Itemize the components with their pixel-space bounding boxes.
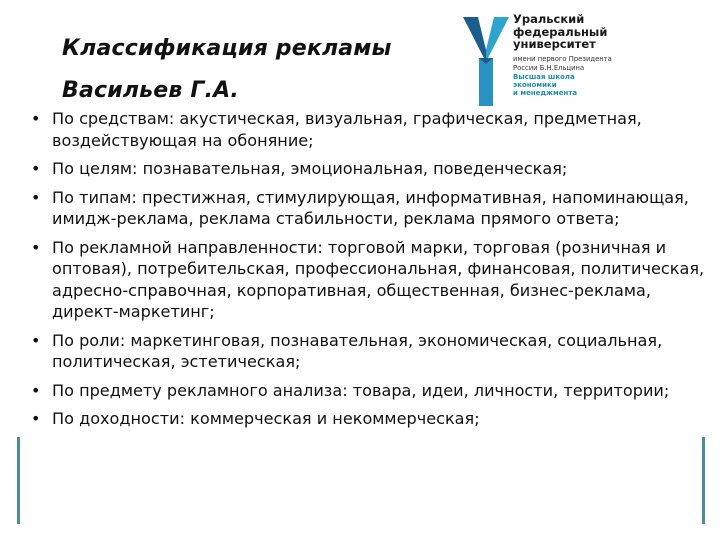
bullet-icon: •	[31, 330, 41, 350]
list-item	[28, 187, 708, 230]
bullet-icon: •	[31, 237, 41, 257]
list-item	[28, 330, 708, 373]
list-item-text: По роли: маркетинговая, познавательная, экономическая, социальная, политическая, эстетическая;	[52, 330, 663, 371]
list-item-text: По доходности: коммерческая и некоммерческая;	[52, 409, 480, 428]
frame-right-line	[702, 437, 705, 524]
logo-university-name: Уральский федеральный университет	[513, 12, 608, 51]
bullet-icon: •	[31, 409, 41, 428]
slide-title: Классификация рекламы	[62, 36, 392, 61]
classification-list	[28, 108, 708, 437]
bullet-icon: •	[31, 187, 41, 207]
slide-author: Васильев Г.А.	[62, 78, 239, 103]
list-item	[28, 158, 708, 180]
logo-school-name: Высшая школа экономики и менеджмента	[513, 73, 578, 97]
list-item-text: По типам: престижная, стимулирующая, информативная, напоминающая, имидж-реклама, реклама стабильности, реклама прямого ответа;	[52, 187, 689, 228]
bullet-icon: •	[31, 159, 41, 178]
list-item-text: По предмету рекламного анализа: товара, идеи, личности, территории;	[52, 380, 670, 400]
list-item	[28, 237, 708, 323]
urfu-logo-icon	[460, 12, 512, 106]
logo-university-subtitle: имени первого Президента России Б.Н.Ельцина	[513, 55, 612, 72]
list-item-text: По целям: познавательная, эмоциональная, поведенческая;	[52, 159, 568, 178]
list-item-text: По средствам: акустическая, визуальная, графическая, предметная, воздействующая на обоняние;	[52, 109, 642, 150]
frame-left-line	[17, 437, 20, 524]
bullet-icon: •	[31, 109, 41, 128]
university-logo	[460, 8, 640, 108]
list-item	[28, 380, 708, 402]
list-item-text: По рекламной направленности: торговой марки, торговая (розничная и оптовая), потребительская, профессиональная, финансовая, политическая, адресно-справочная, корпоративная, общественная, бизнес-реклама, директ-маркетинг;	[52, 237, 705, 321]
list-item	[28, 108, 708, 151]
list-item	[28, 408, 708, 430]
bullet-icon: •	[31, 380, 41, 400]
